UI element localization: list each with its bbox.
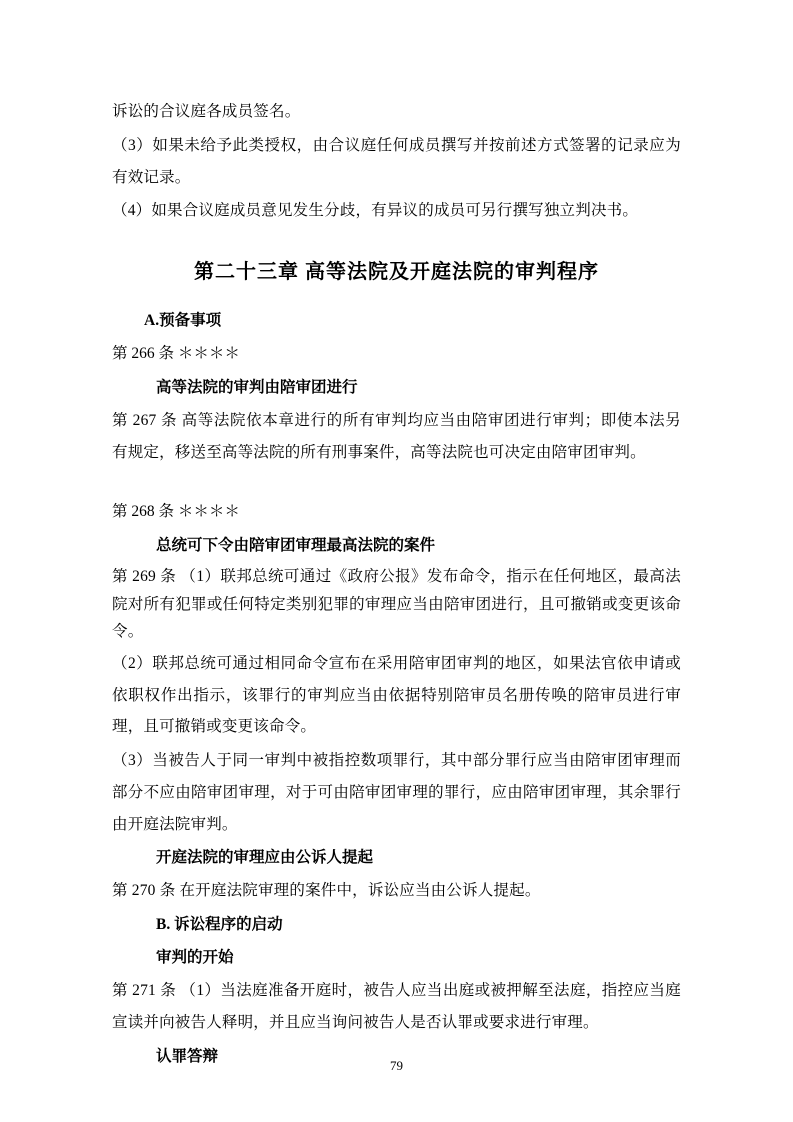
subheading-trial-commencement: 审判的开始 [156,949,234,967]
page-number: 79 [390,1058,403,1073]
subheading-guilty-plea: 认罪答辩 [156,1047,219,1065]
article-271-text: 第 271 条 （1）当法庭准备开庭时，被告人应当出庭或被押解至法庭，指控应当庭宣读并向被告人释明，并且应当询问被告人是否认罪或要求进行审理。 [112,982,681,1031]
chapter-title: 第二十三章 高等法院及开庭法院的审判程序 [194,261,599,284]
article-269-item-1: 第 269 条 （1）联邦总统可通过《政府公报》发布命令，指示在任何地区，最高法院对所有犯罪或任何特定类别犯罪的审理应当由陪审团进行，且可撤销或变更该命令。 [112,568,681,641]
paragraph-spacer [112,470,681,496]
article-268-line: 第 268 条 ＊＊＊＊ [112,503,240,521]
section-heading-b: B. 诉讼程序的启动 [156,916,283,934]
paragraph-item-4: （4）如果合议庭成员意见发生分歧，有异议的成员可另行撰写独立判决书。 [112,202,639,220]
article-266-line: 第 266 条 ＊＊＊＊ [112,345,240,363]
section-heading-a: A.预备事项 [144,312,222,330]
subheading-public-prosecutor: 开庭法院的审理应由公诉人提起 [156,849,374,867]
article-270-text: 第 270 条 在开庭法院审理的案件中，诉讼应当由公诉人提起。 [112,882,541,900]
paragraph-continuation: 诉讼的合议庭各成员签名。 [112,103,301,120]
article-269-item-2: （2）联邦总统可通过相同命令宣布在采用陪审团审判的地区，如果法官依申请或依职权作出指示，该罪行的审判应当由依据特别陪审员名册传唤的陪审员进行审理，且可撤销或变更该命令。 [112,654,681,736]
subheading-jury-trial-high-court: 高等法院的审判由陪审团进行 [156,378,358,396]
article-269-item-3: （3）当被告人于同一审判中被指控数项罪行，其中部分罪行应当由陪审团审理而部分不应由陪审团审理，对于可由陪审团审理的罪行，应由陪审团审理，其余罪行由开庭法院审判。 [112,752,681,833]
subheading-president-order-jury: 总统可下令由陪审团审理最高法院的案件 [156,537,436,555]
paragraph-item-3: （3）如果未给予此类授权，由合议庭任何成员撰写并按前述方式签署的记录应为有效记录。 [112,136,681,186]
article-267-text: 第 267 条 高等法院依本章进行的所有审判均应当由陪审团进行审判；即使本法另有规定，移送至高等法院的所有刑事案件，高等法院也可决定由陪审团审判。 [112,411,681,461]
